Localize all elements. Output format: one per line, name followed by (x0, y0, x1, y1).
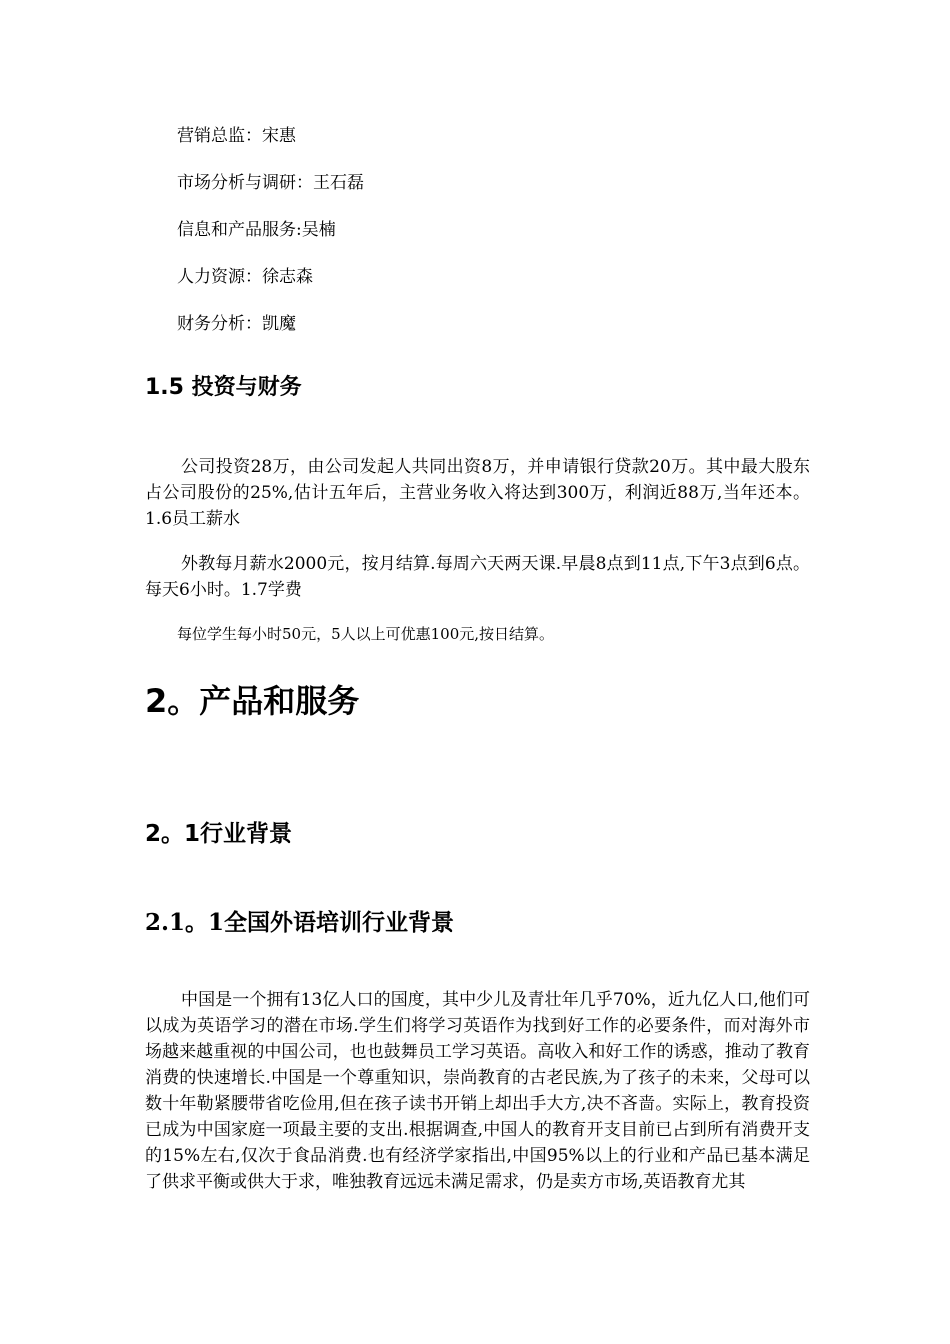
paragraph-salary: 外教每月薪水2000元，按月结算.每周六天两天课.早晨8点到11点,下午3点到6点。每天6小时。1.7学费 (145, 554, 810, 600)
staff-product-service: 信息和产品服务:吴楠 (177, 220, 336, 240)
staff-finance: 财务分析：凯魔 (177, 314, 296, 334)
staff-human-resources: 人力资源：徐志森 (177, 267, 313, 287)
heading-2-1-1: 2.1。1全国外语培训行业背景 (145, 909, 455, 936)
paragraph-investment: 公司投资28万，由公司发起人共同出资8万，并申请银行贷款20万。其中最大股东占公司股份的25%,估计五年后，主营业务收入将达到300万，利润近88万,当年还本。1.6员工薪水 (145, 457, 810, 529)
staff-marketing-director: 营销总监：宋惠 (177, 126, 296, 146)
paragraph-industry-background: 中国是一个拥有13亿人口的国度，其中少儿及青壮年几乎70%，近九亿人口,他们可以成为英语学习的潜在市场.学生们将学习英语作为找到好工作的必要条件，而对海外市场越来越重视的中国公司，也也鼓舞员工学习英语。高收入和好工作的诱惑，推动了教育消费的快速增长.中国是一个尊重知识，崇尚教育的古老民族,为了孩子的未来，父母可以数十年勒紧腰带省吃俭用,但在孩子读书开销上却出手大方,决不吝啬。实际上，教育投资已成为中国家庭一项最主要的支出.根据调查,中国人的教育开支目前已占到所有消费开支的15%左右,仅次于食品消费.也有经济学家指出,中国95%以上的行业和产品已基本满足了供求平衡或供大于求，唯独教育远远未满足需求，仍是卖方市场,英语教育尤其 (145, 990, 810, 1192)
heading-2-1: 2。1行业背景 (145, 821, 293, 847)
heading-1-5: 1.5 投资与财务 (145, 375, 302, 400)
paragraph-tuition: 每位学生每小时50元，5人以上可优惠100元,按日结算。 (177, 625, 555, 643)
staff-market-research: 市场分析与调研：王石磊 (177, 173, 364, 193)
heading-2: 2。产品和服务 (145, 682, 360, 720)
